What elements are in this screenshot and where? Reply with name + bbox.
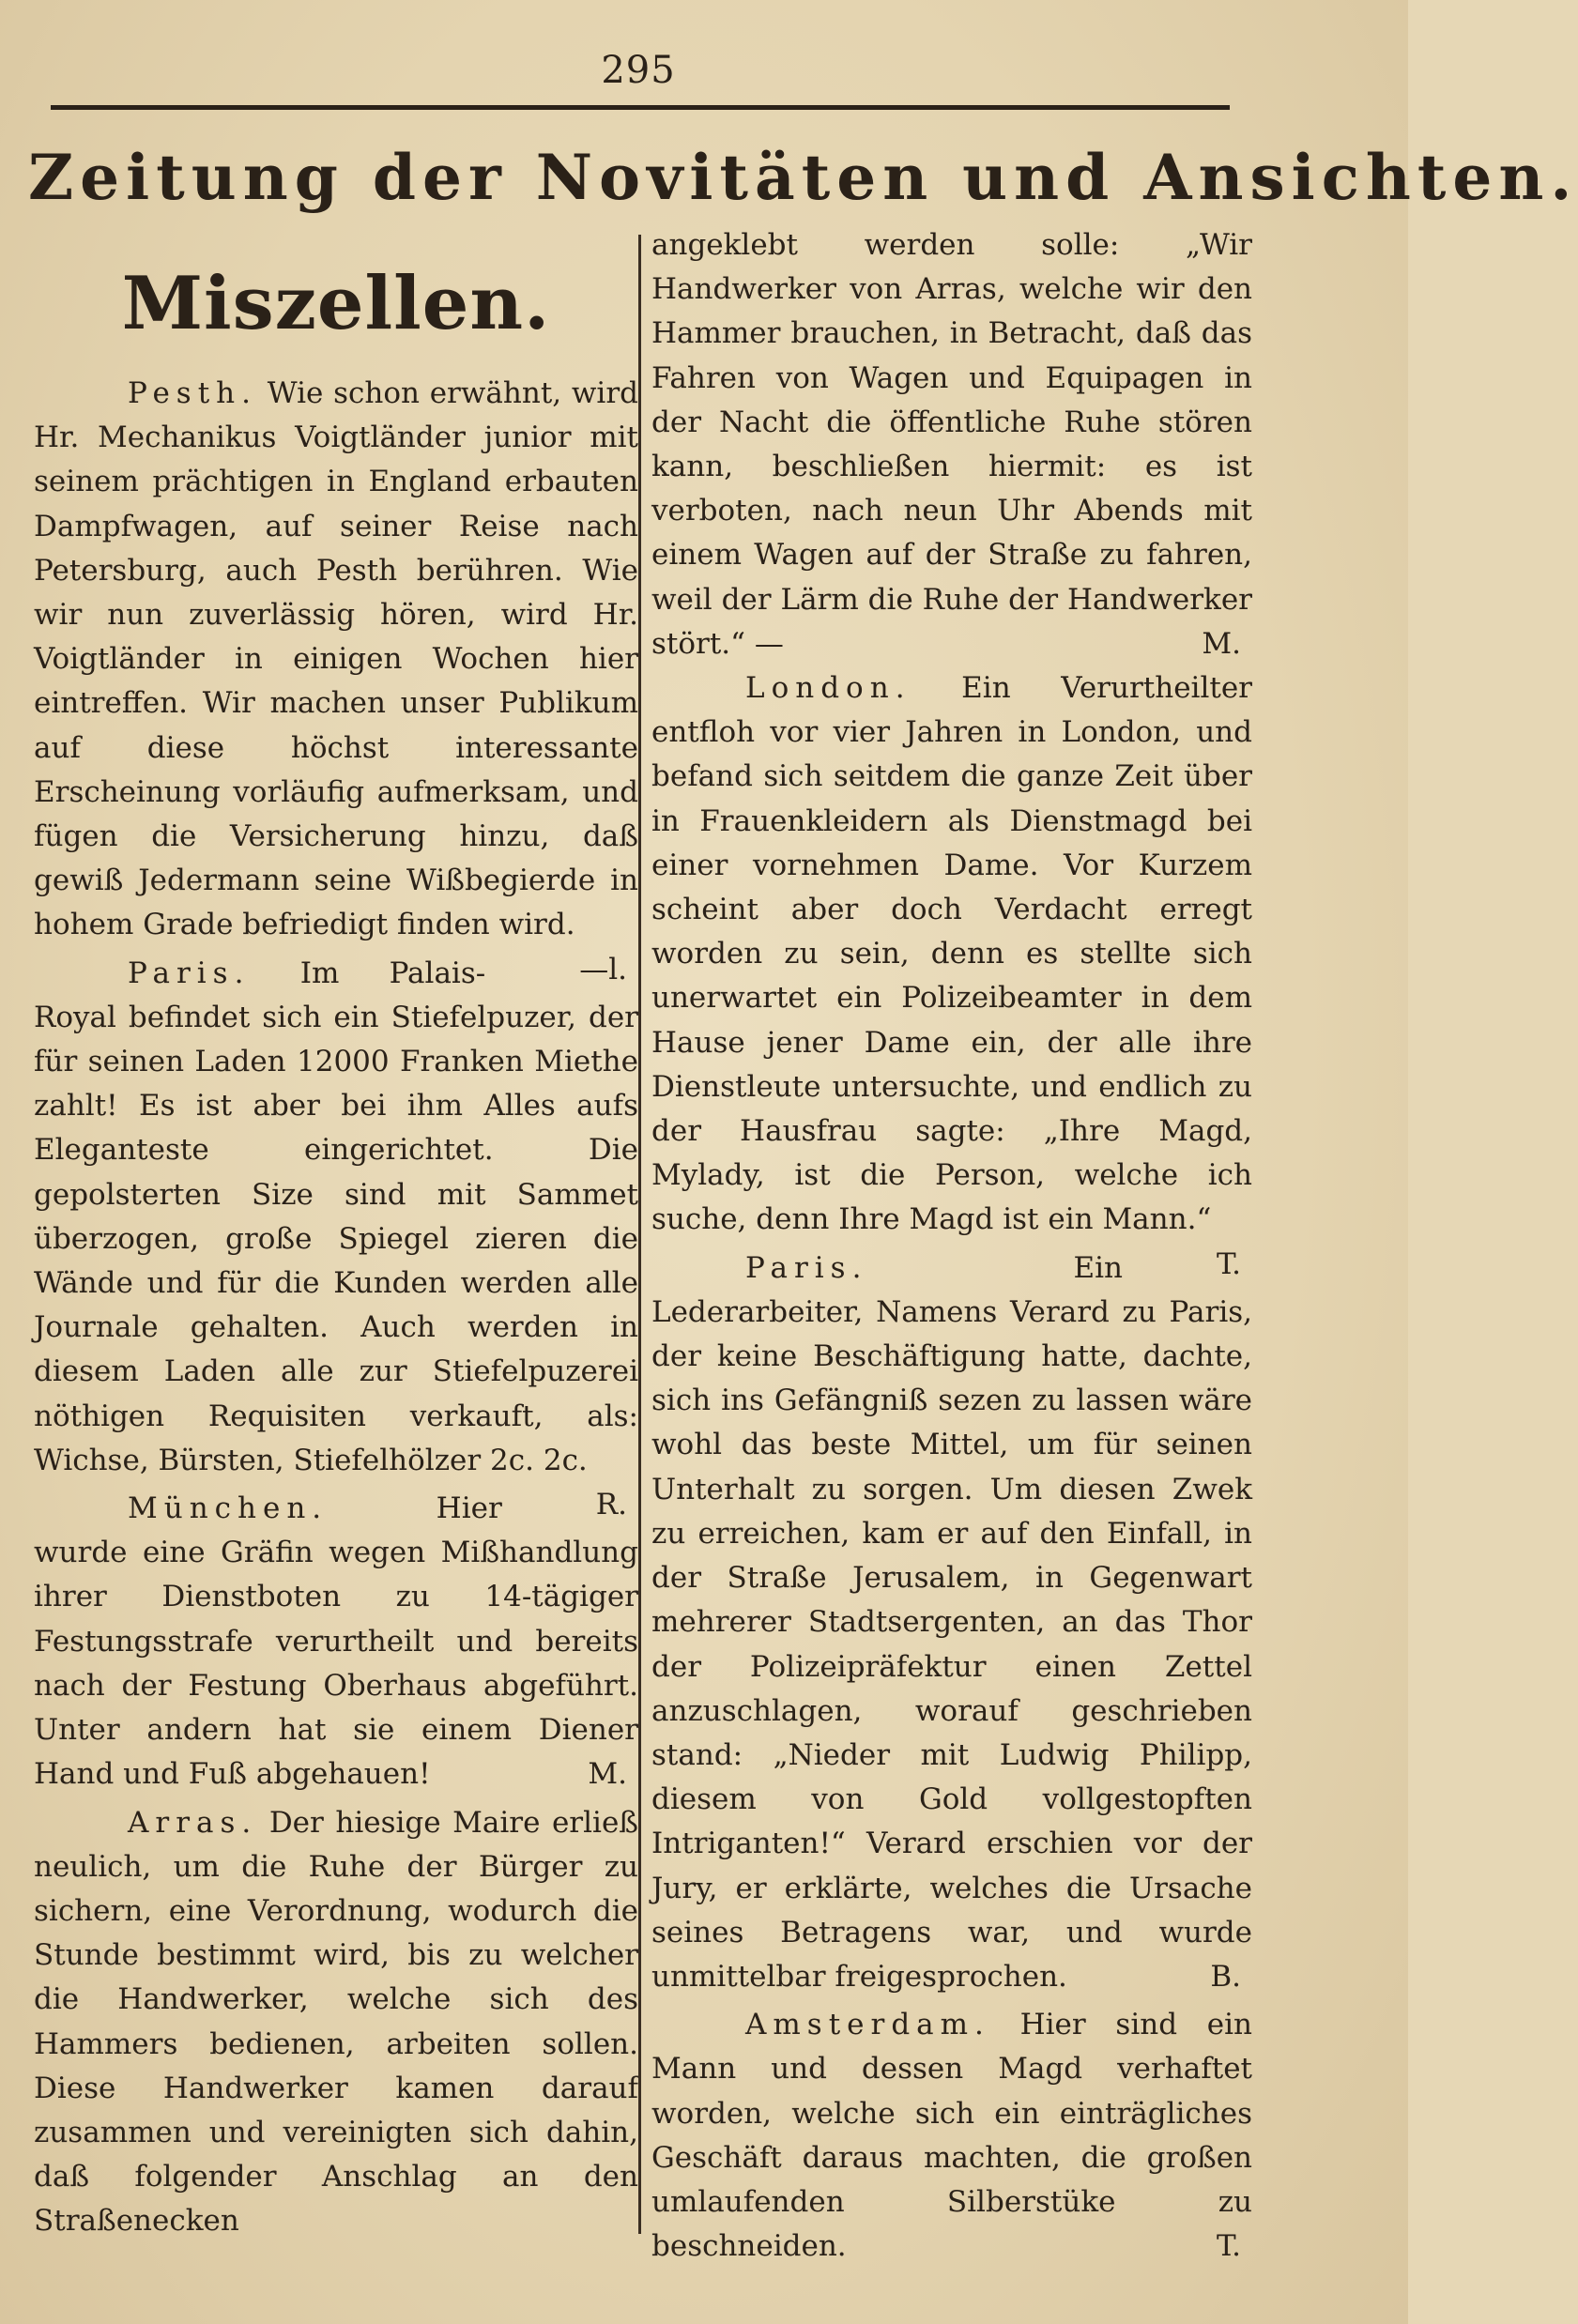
column-divider — [638, 235, 641, 2234]
article-paris-2 — [651, 1246, 1252, 1999]
article-place: Arras. — [128, 1805, 258, 1840]
article-text: Hier wurde eine Gräfin wegen Mißhandlung ihrer Dienstboten zu 14-tägiger Festungsstrafe verurtheilt und bereits nach der Festung Oberhaus abgeführt. Unter andern hat sie einem Diener Hand und Fuß abgehauen! — [34, 1491, 638, 1792]
article-signature: —l. — [579, 952, 627, 986]
masthead-title: Zeitung der Novitäten und Ansichten. — [28, 141, 1578, 214]
article-text: Hier sind ein Mann und dessen Magd verhaftet worden, welche sich ein einträgliches Geschäft daraus machten, die großen umlaufenden Silberstüke zu beschneiden. — [651, 2008, 1252, 2264]
article-muenchen — [34, 1487, 638, 1797]
article-place: London. — [745, 671, 912, 706]
article-amsterdam — [651, 2003, 1252, 2269]
article-text: Ein Lederarbeiter, Namens Verard zu Paris, der keine Beschäftigung hatte, dachte, sich ins Gefängniß sezen zu lassen wäre wohl das beste Mittel, um für seinen Unterhalt zu sorgen. Um diesen Zwek zu erreichen, kam er auf den Einfall, in der Straße Jerusalem, in Gegenwart mehrerer Stadtsergenten, an das Thor der Polizeipräfektur einen Zettel anzuschlagen, worauf geschrieben stand: „Nieder mit Ludwig Philipp, diesem von Gold vollgestopften Intriganten!“ Verard erschien vor der Jury, er erklärte, welches die Ursache seines Betragens war, und wurde unmittelbar freigesprochen. — [651, 1250, 1252, 1994]
right-column — [651, 223, 1252, 2269]
article-signature: T. — [1217, 2229, 1241, 2264]
article-place: München. — [128, 1491, 329, 1526]
article-text: Der hiesige Maire erließ neulich, um die Ruhe der Bürger zu sichern, eine Verordnung, wodurch die Stunde bestimmt wird, bis zu welcher die Handwerker, welche sich des Hammers bedienen, arbeiten sollen. Diese Handwerker kamen darauf zusammen und vereinigten sich dahin, daß folgender Anschlag an den Straßenecken — [34, 1805, 638, 2239]
article-arras — [34, 1801, 638, 2244]
article-signature: T. — [1217, 1246, 1241, 1281]
article-text: Wie schon erwähnt, wird Hr. Mechanikus Voigtländer junior mit seinem prächtigen in England erbauten Dampfwagen, auf seiner Reise nach Petersburg, auch Pesth berühren. Wie wir nun zuverlässig hören, wird Hr. Voigtländer in einigen Wochen hier eintreffen. Wir machen unser Publikum auf diese höchst interessante Erscheinung vorläufig aufmerksam, und fügen die Versicherung hinzu, daß gewiß Jedermann seine Wißbegierde in hohem Grade befriedigt finden wird. — [34, 376, 639, 942]
page-number: 295 — [601, 49, 676, 92]
article-signature: R. — [595, 1488, 627, 1522]
article-signature: B. — [1210, 1959, 1241, 1994]
article-text: Ein Verurtheilter entfloh vor vier Jahren in London, und befand sich seitdem die ganze Zeit über in Frauenkleidern als Dienstmagd bei einer vornehmen Dame. Vor Kurzem scheint aber doch Verdacht erregt worden zu sein, denn es stellte sich unerwartet ein Polizeibeamter in dem Hause jener Dame ein, der alle ihre Dienstleute untersuchte, und endlich zu der Hausfrau sagte: „Ihre Magd, Mylady, ist die Person, welche ich suche, denn Ihre Magd ist ein Mann.“ — [651, 671, 1253, 1237]
article-text: angeklebt werden solle: „Wir Handwerker von Arras, welche wir den Hammer brauchen, in Betracht, daß das Fahren von Wagen und Equipagen in der Nacht die öffentliche Ruhe stören kann, beschließen hiermit: es ist verboten, nach neun Uhr Abends mit einem Wagen auf der Straße zu fahren, weil der Lärm die Ruhe der Handwerker stört.“ — — [651, 228, 1252, 661]
article-signature: M. — [1202, 626, 1241, 661]
article-place: Paris. — [745, 1250, 868, 1285]
article-arras-continuation — [651, 223, 1252, 666]
article-place: Amsterdam. — [745, 2008, 990, 2042]
article-text: Im Palais-Royal befindet sich ein Stiefelpuzer, der für seinen Laden 12000 Franken Miethe zahlt! Es ist aber bei ihm Alles aufs Eleganteste eingerichtet. Die gepolsterten Size sind mit Sammet überzogen, große Spiegel zieren die Wände und für die Kunden werden alle Journale gehalten. Auch werden in diesem Laden alle zur Stiefelpuzerei nöthigen Requisiten verkauft, als: Wichse, Bürsten, Stiefelhölzer 2c. 2c. — [34, 956, 638, 1477]
section-title: Miszellen. — [121, 261, 551, 346]
article-place: Paris. — [128, 956, 251, 990]
left-column — [34, 223, 638, 2244]
top-rule — [51, 105, 1230, 110]
article-place: Pesth. — [128, 376, 257, 410]
article-signature: M. — [588, 1757, 627, 1792]
